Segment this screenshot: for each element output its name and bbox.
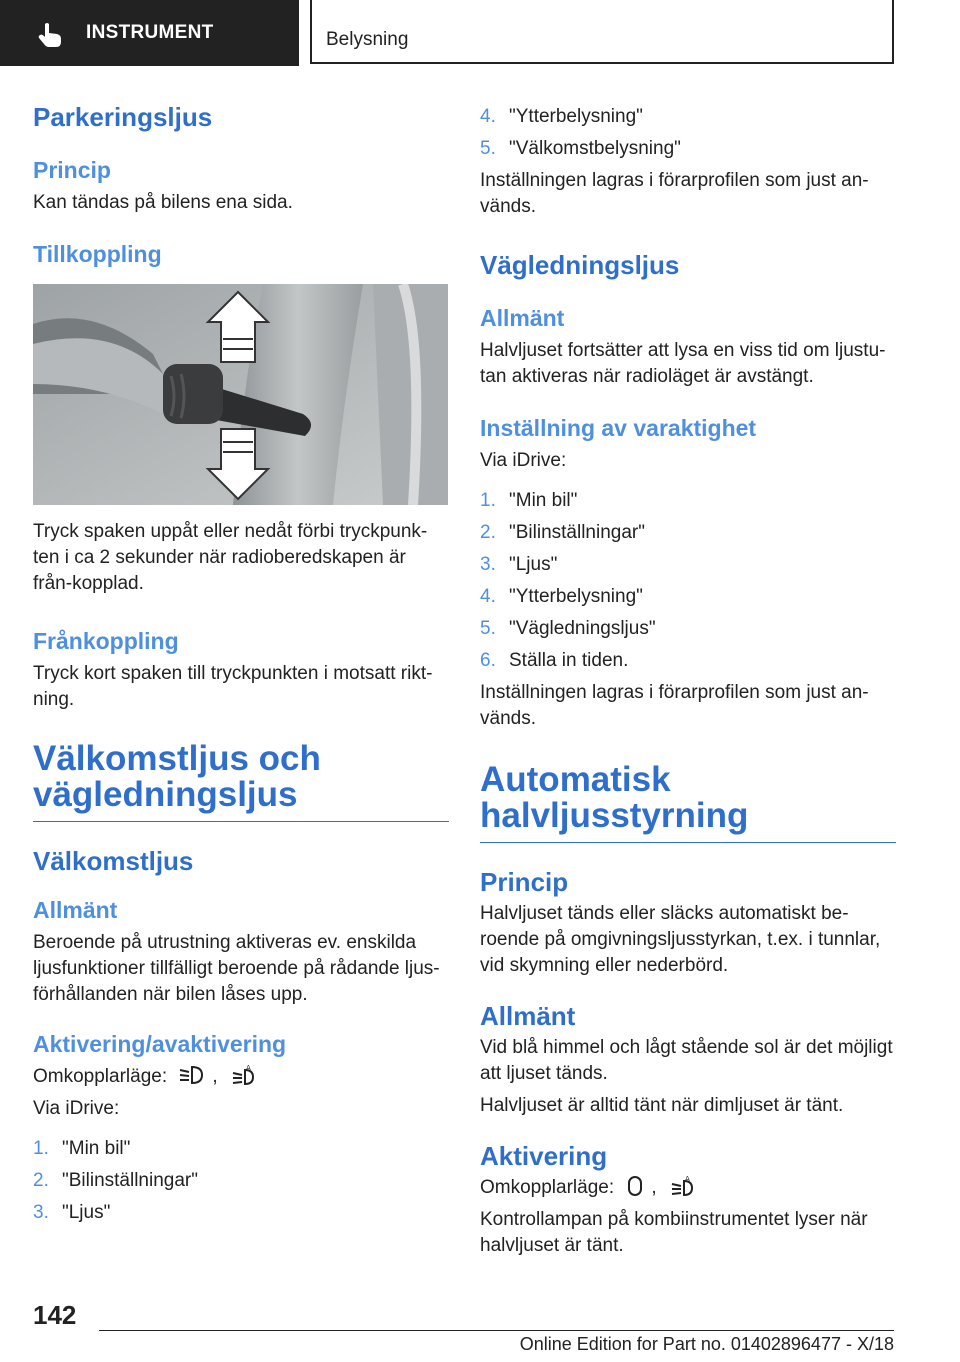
text-general2: Vid blå himmel och lågt stående sol är det möjligt att ljuset tänds. (480, 1037, 893, 1084)
heading-deactivation: Frånkoppling (33, 628, 179, 654)
text-general-right: Halvljuset fortsätter att lysa en viss tid om ljustu-tan aktiveras när radioläget är avstängt. (480, 340, 886, 387)
text-principle: Kan tändas på bilens ena sida. (33, 192, 293, 213)
svg-text:A: A (684, 1175, 690, 1183)
page-number: 142 (33, 1300, 77, 1330)
heading-activation: Tillkoppling (33, 241, 162, 267)
heading-auto-block (480, 762, 896, 843)
text-general: Beroende på utrustning aktiveras ev. enskilda ljusfunktioner tillfälligt beroende på rådande ljus-förhållanden när bilen låses upp. (33, 932, 440, 1005)
switch-label: Omkopplarläge: (33, 1066, 168, 1087)
steps-list-left (33, 1136, 449, 1226)
switch-line (33, 1064, 449, 1090)
heading-auto: Automatisk halvljusstyrning (480, 760, 749, 835)
page-header (0, 0, 960, 66)
heading-general: Allmänt (33, 897, 118, 923)
chapter-tab (310, 0, 894, 64)
heading-parking: Parkeringsljus (33, 102, 213, 132)
pointing-hand-icon (36, 22, 66, 48)
left-column (33, 100, 449, 1232)
list-item: 4. "Ytterbelysning" (480, 586, 643, 607)
list-item: 2. "Bilinställningar" (33, 1170, 198, 1191)
stalk-illustration (33, 284, 448, 505)
text-deactivation: Tryck kort spaken till tryckpunkten i motsatt rikt-ning. (33, 663, 433, 710)
switch-separator: , (212, 1066, 218, 1087)
auto-light-icon (229, 1064, 257, 1086)
steps-list-continued (480, 104, 896, 162)
heading-guide: Vägledningsljus (480, 250, 680, 280)
heading-activation-right: Aktivering (480, 1141, 608, 1171)
list-item: 2. "Bilinställningar" (480, 522, 645, 543)
footer-edition: Online Edition for Part no. 01402896477 - X/18 (519, 1334, 894, 1354)
heading-duration: Inställning av varaktighet (480, 415, 757, 441)
heading-principle-right: Princip (480, 867, 569, 897)
low-beam-icon (178, 1064, 206, 1086)
footer-divider (99, 1330, 894, 1331)
list-item: 5. "Välkomstbelysning" (480, 138, 681, 159)
section-label: INSTRUMENT (86, 22, 214, 43)
text-saved: Inställningen lagras i förarprofilen som just an-vänds. (480, 170, 869, 217)
list-item: 3. "Ljus" (480, 554, 558, 575)
right-column (480, 100, 896, 1259)
text-activation-right: Kontrollampan på kombiinstrumentet lyser när halvljuset är tänt. (480, 1209, 868, 1256)
list-item: 4. "Ytterbelysning" (480, 106, 643, 127)
switch-line-right (480, 1175, 896, 1201)
list-item: 1. "Min bil" (33, 1138, 131, 1159)
switch-separator-right: , (651, 1177, 657, 1198)
text-saved-2: Inställningen lagras i förarprofilen som just an-vänds. (480, 682, 869, 729)
steps-list-right (480, 488, 896, 674)
heading-general2: Allmänt (480, 1001, 576, 1031)
text-via-idrive: Via iDrive: (33, 1098, 120, 1119)
heading-toggle: Aktivering/avaktivering (33, 1031, 287, 1057)
zero-position-icon (625, 1175, 645, 1197)
auto-light-icon (668, 1175, 696, 1197)
text-via-idrive-right: Via iDrive: (480, 450, 567, 471)
text-principle-right: Halvljuset tänds eller släcks automatiskt be-roende på omgivningsljusstyrkan, t.ex. i tunnlar, vid skymning eller nederbörd. (480, 903, 881, 976)
switch-label-right: Omkopplarläge: (480, 1177, 615, 1198)
heading-principle: Princip (33, 157, 111, 183)
stalk-figure (33, 284, 448, 505)
heading-welcome-block (33, 741, 449, 822)
chapter-label: Belysning (326, 29, 409, 50)
section-tab (0, 0, 299, 66)
heading-welcome: Välkomstljus (33, 846, 194, 876)
svg-text:A: A (245, 1064, 251, 1072)
list-item: 1. "Min bil" (480, 490, 578, 511)
list-item: 5. "Vägledningsljus" (480, 618, 656, 639)
list-item: 3. "Ljus" (33, 1202, 111, 1223)
text-activation: Tryck spaken uppåt eller nedåt förbi tryckpunk-ten i ca 2 sekunder när radioberedskapen är från-kopplad. (33, 521, 428, 594)
heading-general-right: Allmänt (480, 305, 565, 331)
heading-welcome-main: Välkomstljus och vägledningsljus (33, 739, 321, 814)
list-item: 6. Ställa in tiden. (480, 650, 629, 671)
text-general2b: Halvljuset är alltid tänt när dimljuset är tänt. (480, 1095, 844, 1116)
